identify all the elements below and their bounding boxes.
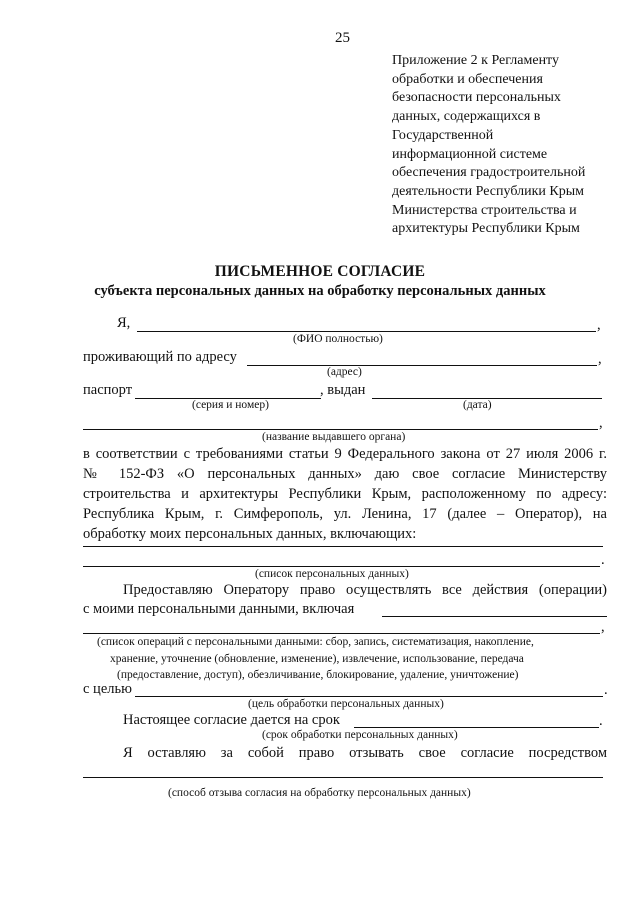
appendix-line: обработки и обеспечения (392, 71, 543, 87)
body-line: в соответствии с требованиями статьи 9 Федерального закона от 27 июля 2006 г. (83, 446, 607, 462)
address-label: проживающий по адресу (83, 349, 237, 365)
term-field[interactable] (354, 727, 599, 728)
revoke-caption: (способ отзыва согласия на обработку персональных данных) (168, 787, 471, 799)
date-caption: (дата) (463, 399, 492, 411)
authority-field[interactable] (83, 429, 598, 430)
series-caption: (серия и номер) (192, 399, 269, 411)
fio-field[interactable] (137, 331, 596, 332)
appendix-line: Государственной (392, 127, 494, 143)
comma: , (599, 415, 603, 431)
appendix-line: данных, содержащихся в (392, 109, 541, 125)
fio-caption: (ФИО полностью) (293, 333, 383, 345)
personal-data-field-2[interactable] (83, 566, 600, 567)
operations-caption-line: (список операций с персональными данными: сбор, запись, систематизация, накопление, (97, 636, 534, 648)
comma: , (598, 351, 602, 367)
document-title: ПИСЬМЕННОЕ СОГЛАСИЕ (214, 263, 426, 280)
period: . (604, 682, 608, 698)
appendix-line: Приложение 2 к Регламенту (392, 53, 559, 68)
page-number: 25 (335, 30, 350, 46)
appendix-line: Министерства строительства и (392, 202, 577, 218)
grant-line: с моими персональными данными, включая (83, 601, 355, 617)
body-line: № 152-ФЗ «О персональных данных» даю свое согласие Министерству (83, 466, 607, 482)
term-label: Настоящее согласие дается на срок (123, 712, 340, 728)
term-caption: (срок обработки персональных данных) (262, 729, 458, 741)
appendix-line: безопасности персональных (392, 90, 561, 106)
grant-line: Предоставляю Оператору право осуществлять все действия (операции) (123, 582, 607, 598)
body-line: обработку моих персональных данных, включающих: (83, 526, 417, 542)
comma: , (597, 317, 601, 333)
body-line: Республика Крым, г. Симферополь, ул. Ленина, 17 (далее – Оператор), на (83, 506, 607, 522)
passport-label: паспорт (83, 382, 133, 398)
list-caption: (список персональных данных) (255, 568, 409, 580)
period: . (599, 713, 603, 729)
appendix-line: архитектуры Республики Крым (392, 221, 580, 237)
document-subtitle: субъекта персональных данных на обработку персональных данных (94, 283, 546, 299)
issued-label: , выдан (320, 382, 366, 398)
purpose-caption: (цель обработки персональных данных) (248, 698, 444, 710)
revoke-line: Я оставляю за собой право отзывать свое согласие посредством (123, 745, 607, 761)
period: . (601, 552, 605, 568)
purpose-label: с целью (83, 681, 132, 697)
ya-label: Я, (117, 315, 131, 331)
address-field[interactable] (247, 365, 597, 366)
personal-data-field-1[interactable] (83, 546, 603, 547)
comma: , (601, 619, 605, 635)
body-line: строительства и архитектуры Республики Крым, расположенному по адресу: (83, 486, 607, 502)
appendix-line: деятельности Республики Крым (392, 183, 584, 199)
operations-caption-line: хранение, уточнение (обновление, изменение), извлечение, использование, передача (110, 653, 524, 665)
appendix-note (392, 52, 585, 239)
address-caption: (адрес) (327, 366, 362, 378)
appendix-line: обеспечения градостроительной (392, 165, 586, 181)
purpose-field[interactable] (135, 696, 603, 697)
appendix-line: информационной системе (392, 146, 548, 162)
revoke-method-field[interactable] (83, 777, 603, 778)
operations-field-1[interactable] (382, 616, 607, 617)
operations-caption-line: (предоставление, доступ), обезличивание, блокирование, удаление, уничтожение) (117, 669, 519, 681)
operations-field-2[interactable] (83, 633, 600, 634)
authority-caption: (название выдавшего органа) (262, 431, 406, 443)
